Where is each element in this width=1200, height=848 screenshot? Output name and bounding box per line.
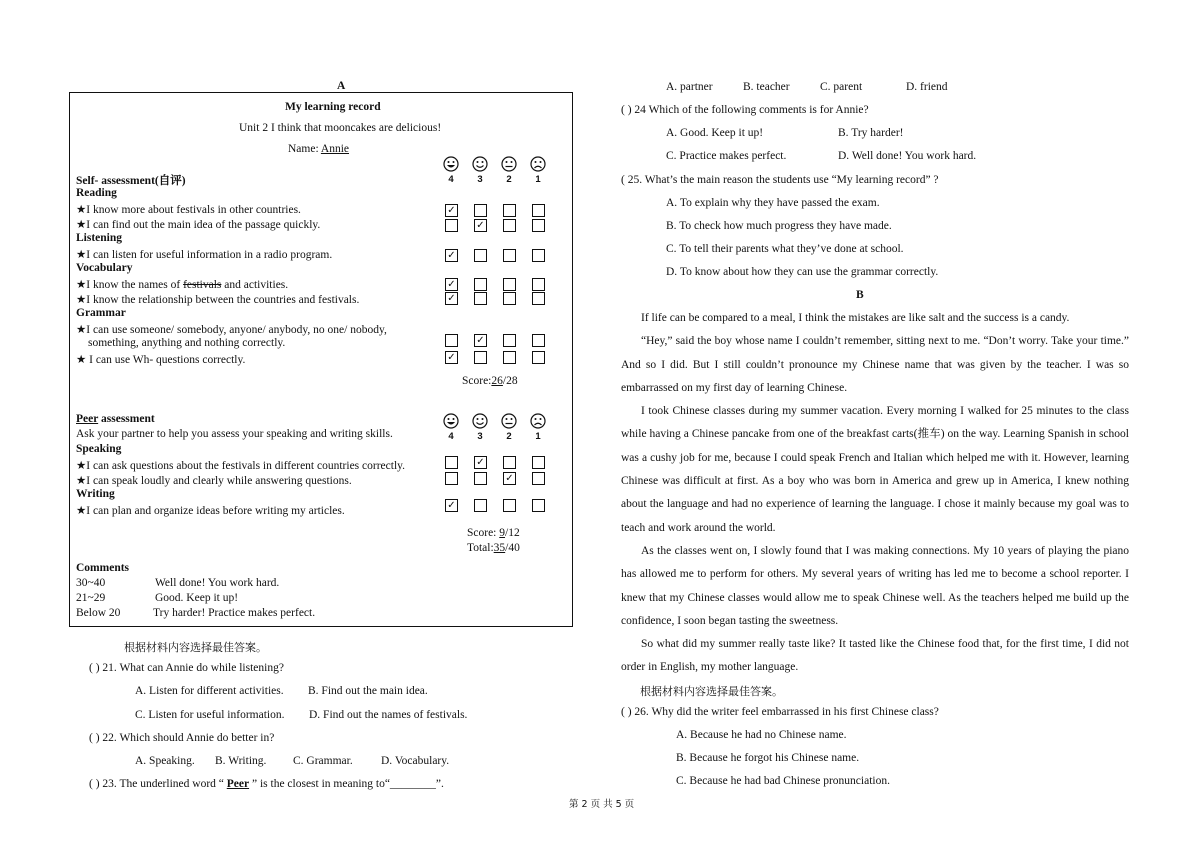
vocab-text-a: ★I know the names of [76, 279, 184, 291]
question-22: ( ) 22. Which should Annie do better in? [89, 732, 275, 744]
q23-option-a[interactable]: A. partner [666, 81, 713, 93]
reading-heading: Reading [76, 187, 117, 199]
q23-post: ” is the closest in meaning to“________”. [249, 778, 444, 790]
q22-option-c[interactable]: C. Grammar. [293, 755, 353, 767]
rating-checkbox-1[interactable] [532, 278, 545, 291]
q21-option-d[interactable]: D. Find out the names of festivals. [309, 709, 468, 721]
score-peer-value: 9 [499, 527, 506, 539]
question-26: ( ) 26. Why did the writer feel embarrassed in his first Chinese class? [621, 706, 939, 718]
rating-checkbox-4[interactable]: ✓ [445, 249, 458, 262]
rating-checkbox-4[interactable] [445, 456, 458, 469]
reading-item-1: ★I know more about festivals in other countries. [76, 204, 301, 216]
rating-checkbox-3[interactable] [474, 499, 487, 512]
face-score-2: 2 [506, 174, 512, 185]
q25-option-a[interactable]: A. To explain why they have passed the exam. [666, 197, 880, 209]
passage-paragraph-2: “Hey,” said the boy whose name I couldn’t remember, sitting next to me. “Don’t worry. Take your time.” And so I did. But I still couldn’t pronounce my Chinese name that was given by the teacher. I was so embarrassed on my first day of learning Chinese. [621, 335, 1129, 394]
sad-face-icon [530, 413, 546, 429]
q26-option-b[interactable]: B. Because he forgot his Chinese name. [676, 752, 860, 764]
grammar-item-2: ★ I can use Wh- questions correctly. [76, 354, 246, 366]
comment-range-2: 21~29 [76, 592, 106, 604]
record-unit: Unit 2 I think that mooncakes are delicious! [239, 122, 442, 134]
record-name [288, 143, 349, 155]
rating-checkbox-1[interactable] [532, 292, 545, 305]
passage-paragraph-3: I took Chinese classes during my summer vacation. Every morning I walked for 25 minutes to the class while having a Chinese pancake from one of the breakfast carts(推车) on the way. Learning Spanish in school was a cushy job for me, because I could speak French and Italian which helped me with it. However, learning Chinese was difficult at first. As a boy who was born in America and grew up in America, I knew nothing about the language and had no experience of learning the language. I chose it mainly because my goal was to teach and work around the world. [621, 405, 1129, 534]
vocab-text-b: festivals [183, 279, 222, 291]
rating-checkbox-3[interactable] [474, 472, 487, 485]
vocabulary-item-1 [76, 277, 288, 291]
q22-option-a[interactable]: A. Speaking. [135, 755, 195, 767]
comment-range-3: Below 20 [76, 607, 121, 619]
rating-checkbox-2[interactable] [503, 204, 516, 217]
rating-checkbox-2[interactable] [503, 249, 516, 262]
rating-checkbox-1[interactable] [532, 472, 545, 485]
rating-checkbox-1[interactable] [532, 334, 545, 347]
question-23 [89, 778, 444, 790]
grammar-item-1b: something, anything and nothing correctly. [88, 337, 286, 349]
q24-option-c[interactable]: C. Practice makes perfect. [666, 150, 787, 162]
vocabulary-item-2: ★I know the relationship between the countries and festivals. [76, 294, 360, 306]
peer-assessment-heading [76, 413, 155, 425]
rating-checkbox-4[interactable]: ✓ [445, 351, 458, 364]
face-score-1: 1 [535, 174, 541, 185]
instruction-b: 根据材料内容选择最佳答案。 [640, 685, 783, 698]
passage-b [621, 307, 1129, 680]
name-value: Annie [320, 143, 350, 155]
speaking-item-2: ★I can speak loudly and clearly while answering questions. [76, 475, 352, 487]
vocab-text-c: and activities. [221, 279, 289, 291]
q23-option-d[interactable]: D. friend [906, 81, 948, 93]
peer-instruction: Ask your partner to help you assess your speaking and writing skills. [76, 428, 393, 440]
face-score-1: 1 [535, 431, 541, 442]
rating-checkbox-3[interactable]: ✓ [474, 219, 487, 232]
q24-option-d[interactable]: D. Well done! You work hard. [838, 150, 977, 162]
rating-checkbox-2[interactable] [503, 334, 516, 347]
passage-paragraph-4: As the classes went on, I slowly found that I was making connections. My 10 years of playing the piano has allowed me to perform for others. My several years of writing has led me to become a school reporter. I knew that my Chinese classes would allow me to speak Chinese well. As the teachers helped me build up the confidence, I soon began tasting the sweetness. [621, 544, 1129, 627]
listening-item-1: ★I can listen for useful information in a radio program. [76, 249, 333, 261]
rating-checkbox-1[interactable] [532, 204, 545, 217]
rating-checkbox-1[interactable] [532, 219, 545, 232]
rating-checkbox-1[interactable] [532, 351, 545, 364]
rating-checkbox-4[interactable] [445, 472, 458, 485]
q22-option-b[interactable]: B. Writing. [215, 755, 267, 767]
rating-checkbox-2[interactable] [503, 219, 516, 232]
q21-option-b[interactable]: B. Find out the main idea. [308, 685, 428, 697]
face-score-4: 4 [448, 431, 454, 442]
comments-heading: Comments [76, 562, 130, 574]
grammar-item-1a: ★I can use someone/ somebody, anyone/ anybody, no one/ nobody, [76, 324, 387, 336]
q23-option-c[interactable]: C. parent [820, 81, 863, 93]
q23-pre: ( ) 23. The underlined word “ [89, 778, 227, 790]
vocabulary-heading: Vocabulary [76, 262, 133, 274]
face-score-4: 4 [448, 174, 454, 185]
score-peer-total: /12 [505, 527, 520, 539]
q23-word: Peer [226, 778, 250, 790]
smile-face-icon [472, 156, 488, 172]
total-label: Total: [467, 542, 494, 554]
comment-text-2: Good. Keep it up! [155, 592, 239, 604]
rating-checkbox-4[interactable]: ✓ [445, 292, 458, 305]
face-score-2: 2 [506, 431, 512, 442]
q21-option-a[interactable]: A. Listen for different activities. [135, 685, 284, 697]
neutral-face-icon [501, 156, 517, 172]
q26-option-a[interactable]: A. Because he had no Chinese name. [676, 729, 847, 741]
face-score-3: 3 [477, 431, 483, 442]
name-label: Name: [288, 143, 321, 155]
total-value: 35 [493, 542, 506, 554]
q23-option-b[interactable]: B. teacher [743, 81, 790, 93]
rating-checkbox-4[interactable] [445, 334, 458, 347]
score-self [462, 375, 518, 387]
rating-checkbox-3[interactable] [474, 204, 487, 217]
rating-checkbox-1[interactable] [532, 456, 545, 469]
rating-checkbox-3[interactable] [474, 249, 487, 262]
score-self-label: Score: [462, 375, 492, 387]
rating-checkbox-4[interactable]: ✓ [445, 278, 458, 291]
rating-checkbox-2[interactable] [503, 278, 516, 291]
smile-big-face-icon [443, 413, 459, 429]
comment-text-3: Try harder! Practice makes perfect. [153, 607, 316, 619]
q25-option-b[interactable]: B. To check how much progress they have made. [666, 220, 892, 232]
rating-checkbox-4[interactable]: ✓ [445, 499, 458, 512]
sad-face-icon [530, 156, 546, 172]
record-title: My learning record [285, 101, 381, 113]
score-self-total: /28 [502, 375, 518, 387]
speaking-item-1: ★I can ask questions about the festivals in different countries correctly. [76, 460, 406, 472]
writing-heading: Writing [76, 488, 115, 500]
section-b-label: B [856, 289, 864, 301]
self-assessment-heading: Self- assessment(自评) [76, 175, 186, 187]
neutral-face-icon [501, 413, 517, 429]
grammar-heading: Grammar [76, 307, 126, 319]
rating-checkbox-2[interactable] [503, 456, 516, 469]
listening-heading: Listening [76, 232, 123, 244]
passage-paragraph-1: If life can be compared to a meal, I think the mistakes are like salt and the success is a candy. [641, 312, 1070, 324]
rating-checkbox-3[interactable]: ✓ [474, 456, 487, 469]
question-24: ( ) 24 Which of the following comments is for Annie? [621, 104, 869, 116]
reading-item-2: ★I can find out the main idea of the passage quickly. [76, 219, 321, 231]
speaking-heading: Speaking [76, 443, 122, 455]
comment-text-1: Well done! You work hard. [155, 577, 280, 589]
page-footer: 第 2 页 共 5 页 [569, 799, 635, 810]
rating-checkbox-1[interactable] [532, 499, 545, 512]
rating-checkbox-2[interactable] [503, 351, 516, 364]
rating-checkbox-3[interactable] [474, 278, 487, 291]
rating-checkbox-2[interactable] [503, 292, 516, 305]
rating-checkbox-2[interactable] [503, 499, 516, 512]
q24-option-b[interactable]: B. Try harder! [838, 127, 904, 139]
smile-face-icon [472, 413, 488, 429]
face-score-3: 3 [477, 174, 483, 185]
total-score [467, 542, 520, 554]
rating-checkbox-3[interactable]: ✓ [474, 334, 487, 347]
question-21: ( ) 21. What can Annie do while listening? [89, 662, 284, 674]
score-peer [467, 527, 520, 539]
q24-option-a[interactable]: A. Good. Keep it up! [666, 127, 764, 139]
passage-paragraph-5: So what did my summer really taste like? It tasted like the Chinese food that, for the first time, I did not order in English, my mother language. [621, 638, 1129, 674]
q22-option-d[interactable]: D. Vocabulary. [381, 755, 450, 767]
score-peer-label: Score: [467, 527, 500, 539]
peer-rest: assessment [98, 413, 155, 425]
q26-option-c[interactable]: C. Because he had bad Chinese pronunciation. [676, 775, 890, 787]
q25-option-c[interactable]: C. To tell their parents what they’ve done at school. [666, 243, 904, 255]
question-25: ( 25. What’s the main reason the students use “My learning record” ? [621, 174, 939, 186]
rating-checkbox-3[interactable] [474, 351, 487, 364]
rating-checkbox-4[interactable]: ✓ [445, 204, 458, 217]
q21-option-c[interactable]: C. Listen for useful information. [135, 709, 285, 721]
instruction-a: 根据材料内容选择最佳答案。 [124, 641, 267, 654]
peer-word: Peer [76, 413, 99, 425]
rating-checkbox-1[interactable] [532, 249, 545, 262]
rating-checkbox-4[interactable] [445, 219, 458, 232]
rating-checkbox-2[interactable]: ✓ [503, 472, 516, 485]
smile-big-face-icon [443, 156, 459, 172]
total-total: /40 [505, 542, 520, 554]
score-self-value: 26 [491, 375, 503, 387]
q25-option-d[interactable]: D. To know about how they can use the grammar correctly. [666, 266, 939, 278]
section-a-label: A [337, 80, 346, 92]
writing-item-1: ★I can plan and organize ideas before writing my articles. [76, 505, 345, 517]
rating-checkbox-3[interactable] [474, 292, 487, 305]
comment-range-1: 30~40 [76, 577, 106, 589]
